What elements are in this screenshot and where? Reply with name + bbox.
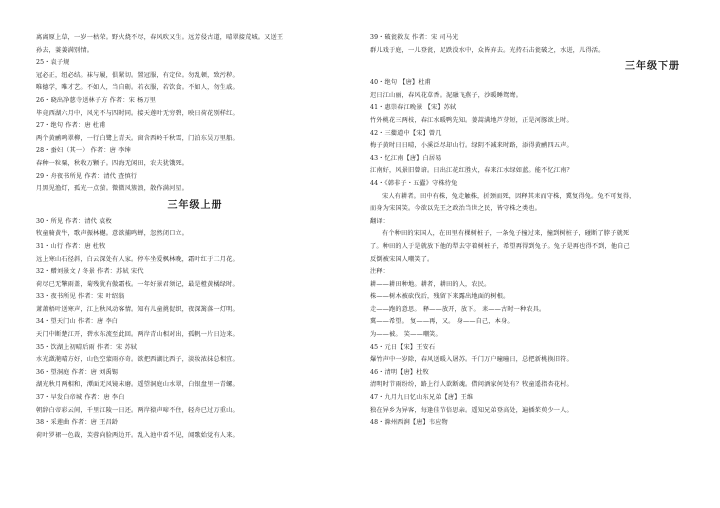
left-bottom-lines [36, 216, 354, 443]
poem-title: 37・早发白帝城 作者：唐 李白 [36, 394, 125, 402]
left-top-lines [36, 32, 354, 196]
poem-title: 35・饮湖上初晴后雨 作者：宋 苏轼 [36, 343, 138, 351]
poem-title: 39・破瓮救友 作者：宋 司马光 [370, 34, 459, 41]
poem-title: 33・夜书所见 作者：宋 叶绍翁 [36, 293, 125, 301]
text-line: 走——跑的意思。 释——放开，放下。 耒——古时一种农具。 [370, 305, 546, 313]
text-line: 反倒被宋国人嘲笑了。 [370, 255, 434, 263]
poem-title: 34・望天门山 作者：唐 李白 [36, 318, 119, 326]
text-line: 宋人有耕者。田中有株，兔走触株，折颈而死，因释其耒而守株，冀复得兔。兔不可复得， [382, 192, 636, 200]
text-line: 独在异乡为异客，每逢佳节倍思亲。遥知兄弟登高处，遍插茱萸少一人。 [370, 406, 573, 414]
poem-title: 42・三衢道中【宋】曾几 [370, 129, 442, 137]
poem-title: 38・采莲曲 作者：唐 王昌龄 [36, 419, 119, 427]
poem-title: 28・蚕妇（其一） 作者：唐 李绅 [36, 147, 131, 155]
text-line: 天门中断楚江开，碧水东流至此回。两岸青山相对出，孤帆一片日边来。 [36, 331, 239, 339]
text-line: 为——被。 笑——嘲笑。 [370, 331, 442, 339]
text-line: 梅子黄时日日晴，小溪泛尽却山行。绿阴不减来时路，添得黄鹂四五声。 [370, 142, 573, 150]
text-line: 两个黄鹂鸣翠柳，一行白鹭上青天。窗含西岭千秋雪，门泊东吴万里船。 [36, 134, 239, 142]
text-line: 爆竹声中一岁除，春风送暖入屠苏。千门万户曈曈日，总把新桃换旧符。 [370, 356, 573, 364]
text-line: 群儿戏于庭，一儿登瓮，足跌没水中，众皆弃去。光持石击瓮破之，水迸，儿得活。 [370, 46, 605, 54]
poem-title: 45・元日【宋】王安石 [370, 343, 436, 351]
right-column [370, 32, 692, 430]
text-line: 耕——耕田种地。耕者，耕田的人，农民。 [370, 280, 491, 288]
poem-title: 32・赠刘景文 / 冬景 作者：苏轼 宋代 [36, 268, 144, 276]
poem-title: 40・绝句 【唐】杜甫 [370, 79, 431, 87]
left-column [36, 32, 354, 442]
right-mid-lines [370, 77, 692, 430]
text-line: 冠必正，纽必结。袜与履，俱紧切。置冠服，有定位。勿乱顿，致污秽。 [36, 71, 239, 79]
text-line: 竹外桃花三两枝，春江水暖鸭先知。蒌蒿满地芦芽短，正是河豚欲上时。 [370, 116, 573, 124]
text-line: 毕竟西湖六月中，风光不与四时同。接天莲叶无穷碧，映日荷花别样红。 [36, 109, 239, 117]
text-line: 萧萧梧叶送寒声，江上秋风动客情。知有儿童挑促织，夜深篱落一灯明。 [36, 305, 239, 313]
poem-title: 27・绝句 作者：唐 杜甫 [36, 122, 106, 130]
text-line: 水光潋滟晴方好，山色空蒙雨亦奇。欲把西湖比西子，淡妆浓抹总相宜。 [36, 356, 239, 364]
text-line: 有个种田的宋国人，在田里有棵树桩子，一条兔子撞过来，撞到树桩子，碰断了脖子就死 [382, 230, 630, 238]
text-line: 牧童骑黄牛，歌声振林樾。意欲捕鸣蝉，忽然闭口立。 [36, 230, 189, 238]
poem-title: 31・山行 作者：唐 杜牧 [36, 242, 106, 250]
text-line: 月黑见渔灯，孤光一点萤。微微风簇浪，散作满河星。 [36, 185, 189, 193]
poem-title: 30・所见 作者：清代 袁枚 [36, 217, 112, 225]
poem-title: 48・滁州西涧【唐】韦应物 [370, 419, 448, 427]
text-line: 株——树木被砍伐后，残留下来露出地面的树根。 [370, 293, 510, 301]
poem-title: 26・晓出净慈寺送林子方 作者：宋 杨万里 [36, 96, 157, 104]
text-line: 唯德学，唯才艺。不如人，当自砺。若衣服，若饮食。不如人，勿生戚。 [36, 84, 239, 92]
poem-title: 29・舟夜书所见 作者：清代 查慎行 [36, 172, 138, 180]
text-line: 迟日江山丽，春风花草香。泥融飞燕子，沙暖睡鸳鸯。 [370, 91, 523, 99]
poem-title: 46・清明【唐】杜牧 [370, 368, 429, 376]
text-line: 湖光秋月两相和，潭面无风镜未磨。遥望洞庭山水翠，白银盘里一青螺。 [36, 381, 239, 389]
text-line: 江南好，风景旧曾谙。日出江花红胜火，春来江水绿如蓝。能不忆江南？ [370, 167, 573, 175]
text-line: 朝辞白帝彩云间，千里江陵一日还。两岸猿声啼不住，轻舟已过万重山。 [36, 406, 239, 414]
text-line: 冀——希望。 复——再，又。 身——自己，本身。 [370, 318, 514, 326]
poem-title: 翻译： [370, 217, 390, 225]
poem-title: 41・惠崇春江晚景 【宋】苏轼 [370, 104, 457, 112]
poem-title: 47・九月九日忆山东兄弟【唐】王维 [370, 394, 474, 402]
text-line: 清明时节雨纷纷，路上行人欲断魂。借问酒家何处有？牧童遥指杏花村。 [370, 381, 573, 389]
poem-title: 43・忆江南【唐】白居易 [370, 154, 442, 162]
grade3-vol2-heading: 三年级下册 [625, 61, 680, 73]
poem-title: 36・望洞庭 作者：唐 刘禹锡 [36, 368, 119, 376]
grade3-vol1-heading: 三年级上册 [167, 199, 223, 211]
text-line: 春种一粒粟，秋收万颗子。四海无闲田，农夫犹饿死。 [36, 159, 189, 167]
poem-title: 44・《韩非子・五蠹》守株待兔 [370, 179, 458, 187]
text-line: 而身为宋国笑。今欲以先王之政治当世之民，皆守株之类也。 [370, 205, 542, 213]
text-line: 荷叶罗裙一色裁，芙蓉向脸两边开。乱入池中看不见，闻歌始觉有人来。 [36, 431, 239, 439]
text-line: 了。种田的人于是就放下他的犁去守着树桩子，希望再得到兔子。兔子是再也得不到，他自己 [370, 242, 630, 250]
text-line: 离离原上草，一岁一枯荣。野火烧不尽，春风吹又生。远芳侵古道，晴翠接荒城。又送王 [36, 34, 284, 41]
text-line: 孙去，萋萋满别情。 [36, 46, 94, 54]
text-line: 远上寒山石径斜，白云深处有人家。停车坐爱枫林晚，霜叶红于二月花。 [36, 255, 239, 263]
text-line: 荷尽已无擎雨盖，菊残犹有傲霜枝。一年好景君须记，最是橙黄橘绿时。 [36, 280, 239, 288]
poem-title: 25・袁子规 [36, 59, 70, 67]
poem-title: 注释： [370, 268, 390, 276]
right-top-lines [370, 32, 692, 57]
